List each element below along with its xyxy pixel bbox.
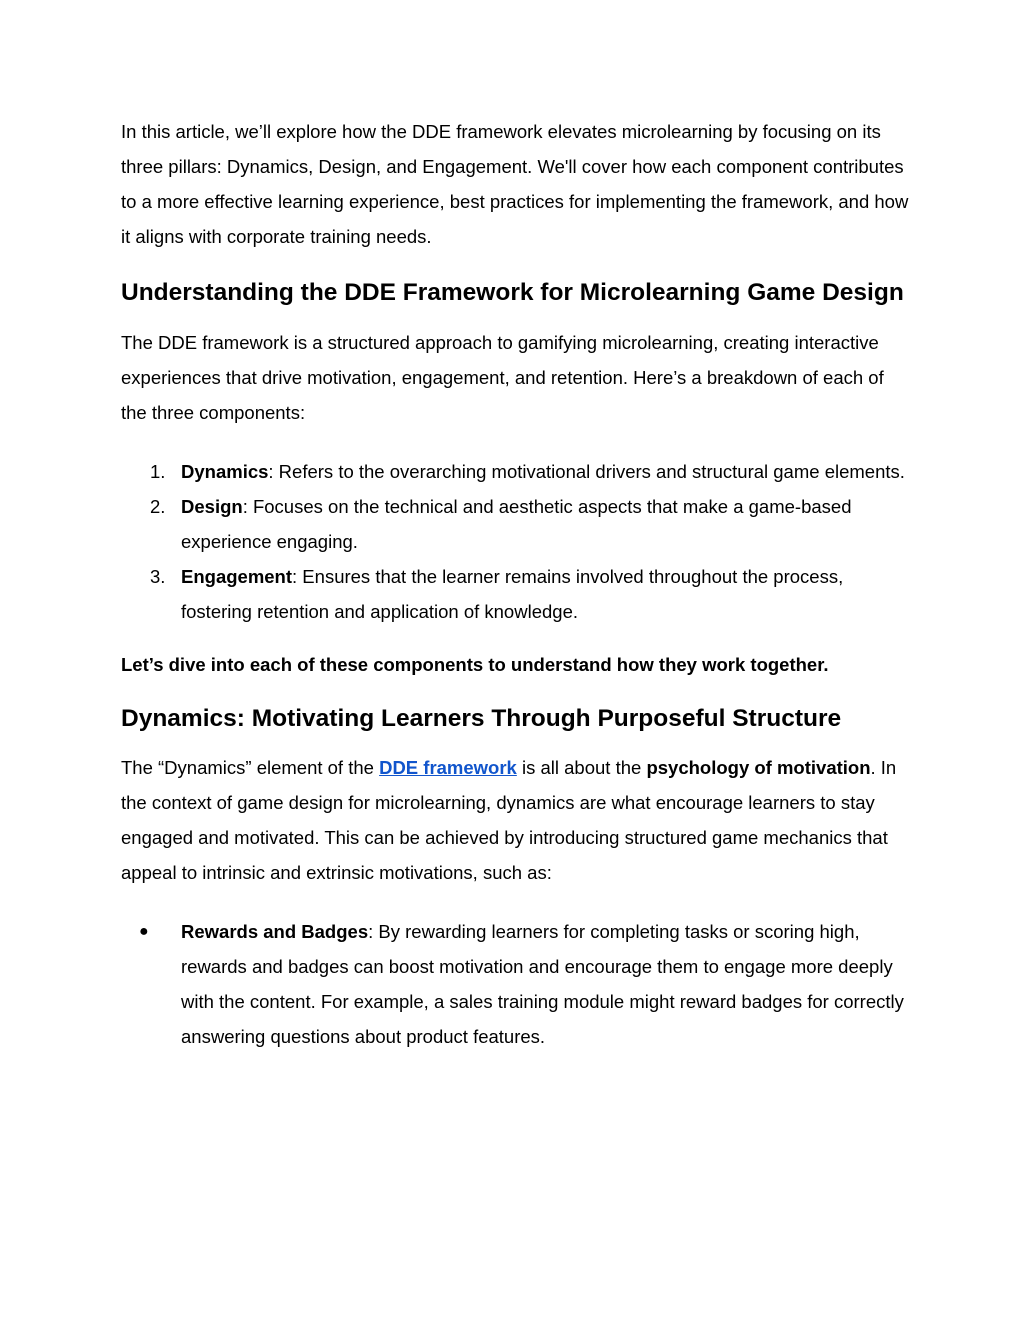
list-item: [139, 914, 911, 1054]
dynamics-text-end: . In the context of game design for microlearning, dynamics are what encourage learners to stay engaged and motivated. This can be achieved by introducing structured game mechanics that appeal to intrinsic and extrinsic motivations, such as:: [121, 757, 897, 883]
section-heading-dde-framework: Understanding the DDE Framework for Microlearning Game Design: [121, 279, 904, 306]
list-item: [150, 559, 911, 629]
components-list: [121, 454, 911, 629]
list-item-description: : Ensures that the learner remains involved throughout the process, fostering retention and application of knowledge.: [181, 566, 844, 622]
list-item-term: Design: [181, 496, 243, 517]
section-heading-dynamics: Dynamics: Motivating Learners Through Purposeful Structure: [121, 705, 842, 732]
list-number: 3.: [150, 566, 166, 587]
dynamics-text-start: The “Dynamics” element of the: [121, 757, 380, 778]
document-page: [121, 114, 911, 1054]
motivations-list: [121, 914, 911, 1054]
dynamics-bold-phrase: psychology of motivation: [646, 757, 871, 778]
bullet-icon: ●: [139, 923, 149, 940]
intro-paragraph: In this article, we’ll explore how the DDE framework elevates microlearning by focusing on its three pillars: Dynamics, Design, and Engagement. We'll cover how each component contributes to a more effective learning experience, best practices for implementing the framework, and how it aligns with corporate training needs.: [121, 121, 909, 247]
list-item-description: : By rewarding learners for completing tasks or scoring high, rewards and badges can boost motivation and encourage them to engage more deeply with the content. For example, a sales training module might reward badges for correctly answering questions about product features.: [181, 921, 904, 1047]
list-item: [150, 489, 911, 559]
list-item-term: Rewards and Badges: [181, 921, 369, 942]
list-item-description: : Refers to the overarching motivational drivers and structural game elements.: [268, 461, 905, 482]
list-item: [150, 454, 911, 489]
dynamics-paragraph: [121, 750, 911, 890]
list-number: 2.: [150, 496, 166, 517]
lead-sentence: Let’s dive into each of these components to understand how they work together.: [121, 654, 829, 675]
dynamics-text-mid: is all about the: [516, 757, 647, 778]
list-number: 1.: [150, 461, 166, 482]
list-item-term: Engagement: [181, 566, 293, 587]
list-item-term: Dynamics: [181, 461, 269, 482]
dde-framework-link[interactable]: DDE framework: [379, 757, 517, 778]
list-item-description: : Focuses on the technical and aesthetic aspects that make a game-based experience engaging.: [181, 496, 852, 552]
dde-description-paragraph: The DDE framework is a structured approach to gamifying microlearning, creating interactive experiences that drive motivation, engagement, and retention. Here’s a breakdown of each of the three components:: [121, 332, 884, 423]
